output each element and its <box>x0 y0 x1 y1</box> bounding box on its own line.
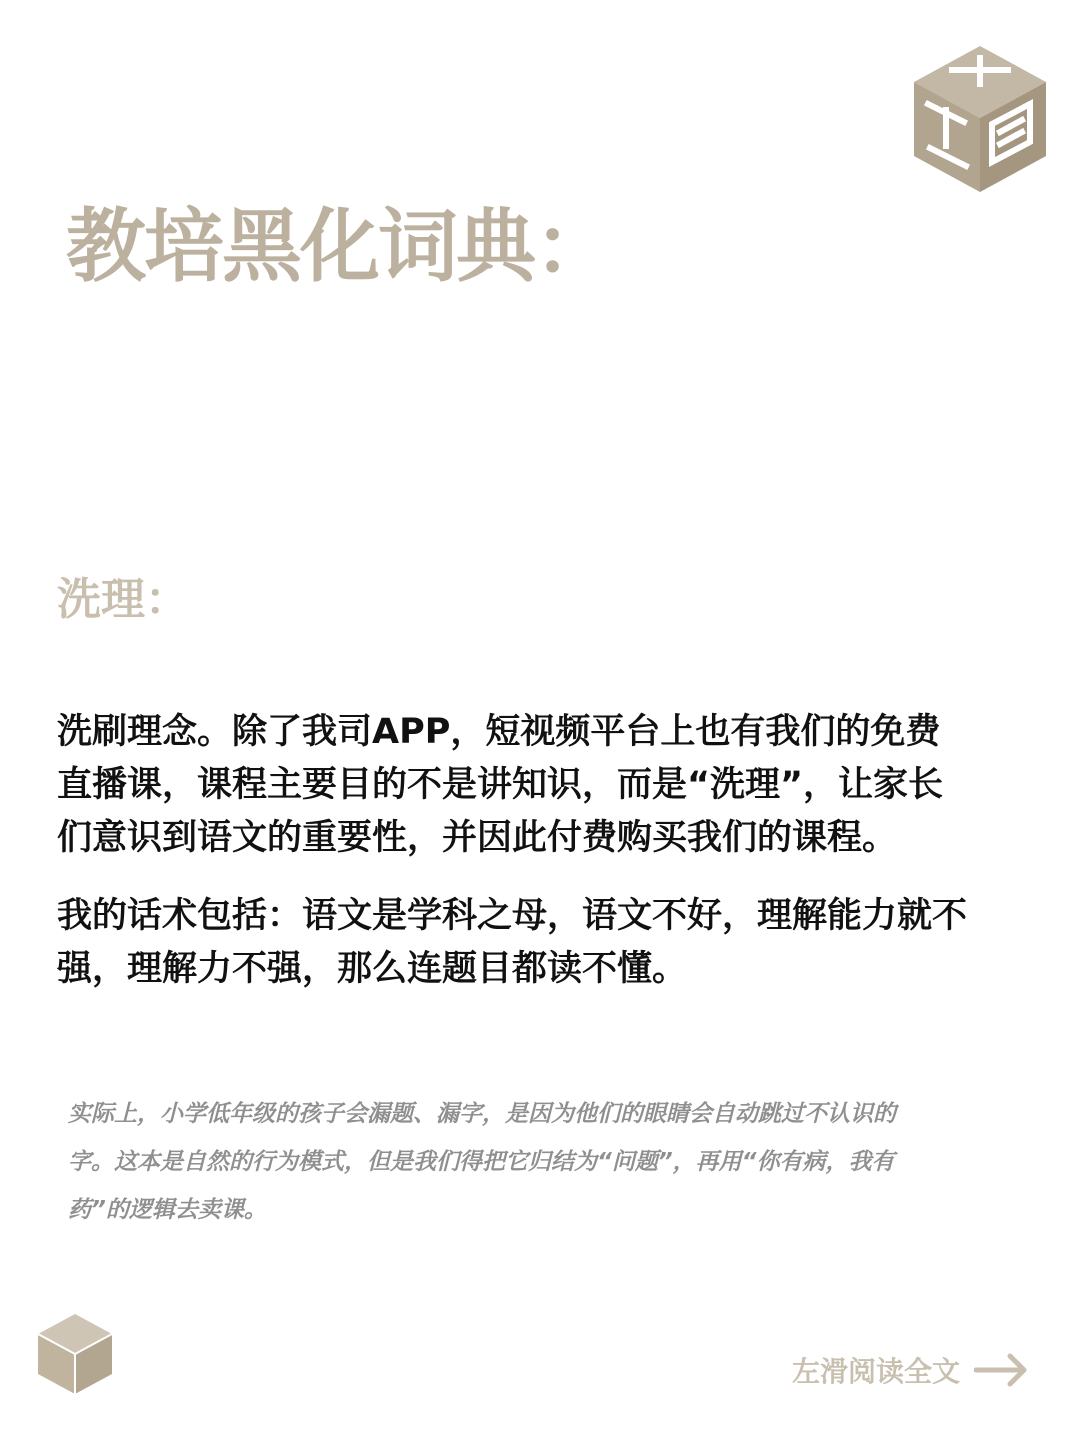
swipe-hint[interactable] <box>792 1346 1030 1394</box>
paragraph-line: 我的话术包括：语文是学科之母，语文不好，理解能力就不 <box>57 896 968 936</box>
swipe-label: 左滑阅读全文 <box>792 1355 961 1388</box>
note-line: 字。这本是自然的行为模式，但是我们得把它归结为“问题”，再用“你有病，我有 <box>68 1149 895 1175</box>
note-line: 药”的逻辑去卖课。 <box>68 1197 267 1223</box>
paragraph-line: 直播课，课程主要目的不是讲知识，而是“洗理”，让家长 <box>57 765 944 805</box>
script-paragraph <box>57 890 1057 996</box>
paragraph-line: 们意识到语文的重要性，并因此付费购买我们的课程。 <box>57 818 898 858</box>
page-title: 教培黑化词典： <box>66 200 612 293</box>
note-line: 实际上，小学低年级的孩子会漏题、漏字，是因为他们的眼睛会自动跳过不认识的 <box>68 1101 896 1127</box>
definition-paragraph <box>57 706 1057 865</box>
cube-logo-icon <box>912 44 1048 194</box>
paragraph-line: 洗刷理念。除了我司APP，短视频平台上也有我们的免费 <box>57 712 941 752</box>
paragraph-line: 强，理解力不强，那么连题目都读不懂。 <box>57 949 688 989</box>
note-paragraph <box>68 1090 1008 1234</box>
cube-icon <box>36 1312 114 1396</box>
arrow-right-icon <box>974 1352 1030 1388</box>
term-heading: 洗理： <box>57 574 189 625</box>
